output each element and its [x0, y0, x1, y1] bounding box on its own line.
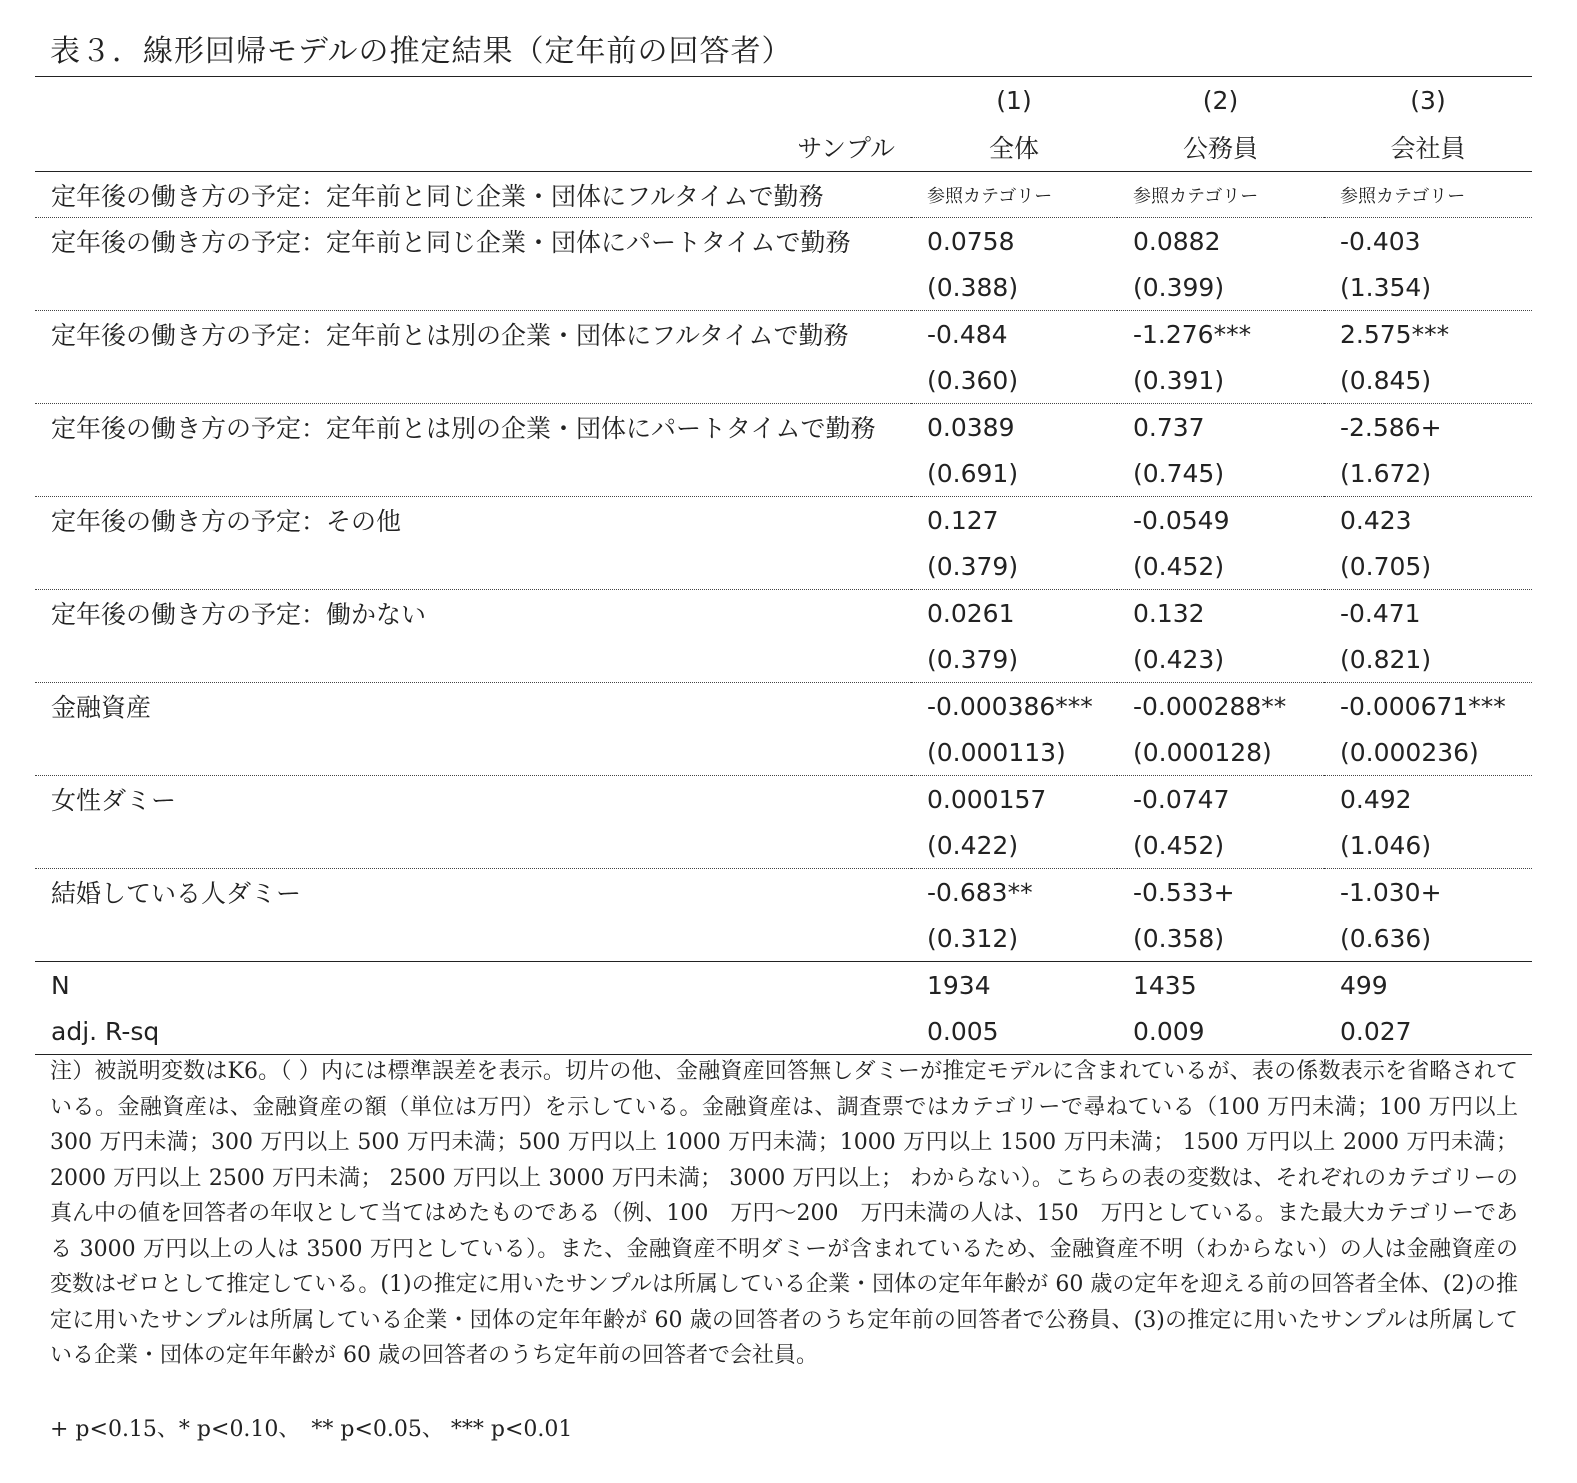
- stat-cell: 1435: [1117, 962, 1324, 1009]
- row-label: 定年後の働き方の予定：定年前と同じ企業・団体にパートタイムで勤務: [35, 218, 911, 265]
- row-label-spacer: [35, 636, 911, 683]
- coef-row: [35, 683, 1532, 730]
- regression-table: [35, 76, 1532, 1055]
- row-label: 定年後の働き方の予定：その他: [35, 497, 911, 544]
- significance-legend: + p<0.15、* p<0.10、 ** p<0.05、 *** p<0.01: [50, 1417, 573, 1442]
- se-row: [35, 450, 1532, 497]
- se-cell: (0.358): [1133, 923, 1225, 953]
- coef-row: [35, 590, 1532, 637]
- coef-row: [35, 311, 1532, 358]
- coef-cell: -0.471: [1324, 590, 1532, 637]
- row-label-spacer: [35, 357, 911, 404]
- se-cell: (1.354): [1340, 272, 1432, 302]
- stat-cell: 1934: [911, 962, 1117, 1009]
- column-name-3: 会社員: [1390, 134, 1466, 163]
- coef-cell: 0.423: [1324, 497, 1532, 544]
- se-row: [35, 822, 1532, 869]
- row-label-spacer: [35, 450, 911, 497]
- column-number-3: (3): [1324, 77, 1532, 124]
- se-cell: (0.745): [1133, 458, 1225, 488]
- sample-label: サンプル: [797, 134, 895, 163]
- coef-cell: 0.737: [1117, 404, 1324, 451]
- se-row: [35, 264, 1532, 311]
- row-label: 金融資産: [35, 683, 911, 730]
- coef-row: [35, 776, 1532, 823]
- coef-cell: 0.132: [1117, 590, 1324, 637]
- se-row: [35, 636, 1532, 683]
- se-cell: (1.672): [1340, 458, 1432, 488]
- row-label: 定年後の働き方の予定：定年前とは別の企業・団体にパートタイムで勤務: [35, 404, 911, 451]
- se-cell: (0.636): [1340, 923, 1432, 953]
- se-row: [35, 543, 1532, 590]
- se-cell: (0.691): [927, 458, 1019, 488]
- se-row: [35, 729, 1532, 776]
- column-name-1: 全体: [988, 134, 1039, 163]
- se-cell: (0.379): [927, 644, 1019, 674]
- column-number-2: (2): [1117, 77, 1324, 124]
- se-row: [35, 357, 1532, 404]
- se-cell: (0.000128): [1133, 737, 1272, 767]
- table-note: 注）被説明変数はK6。（ ）内には標準誤差を表示。切片の他、金融資産回答無しダミーが推定モデルに含まれているが、表の係数表示を省略されている。金融資産は、金融資産の額（単位は万円）を示している。金融資産は、調査票ではカテゴリーで尋ねている（100 万円未満；100 万円以上 300 万円未満；300 万円以上 500 万円未満；500 万円以上 1000 万円未満；1000 万円以上 1500 万円未満； 1500 万円以上 2000 万円未満； 2000 万円以上 2500 万円未満； 2500 万円以上 3000 万円未満； 3000 万円以上； わからない）。こちらの表の変数は、それぞれのカテゴリーの真ん中の値を回答者の年収として当てはめたものである（例、100 万円～200 万円未満の人は、150 万円としている。また最大カテゴリーである 3000 万円以上の人は 3500 万円としている）。また、金融資産不明ダミーが含まれているため、金融資産不明（わからない）の人は金融資産の変数はゼロとして推定している。(1)の推定に用いたサンプルは所属している企業・団体の定年年齢が 60 歳の定年を迎える前の回答者全体、(2)の推定に用いたサンプルは所属している企業・団体の定年年齢が 60 歳の回答者のうち定年前の回答者で公務員、(3)の推定に用いたサンプルは所属している企業・団体の定年年齢が 60 歳の回答者のうち定年前の回答者で会社員。: [50, 1059, 1518, 1368]
- se-cell: (0.452): [1133, 830, 1225, 860]
- coef-cell: 0.492: [1324, 776, 1532, 823]
- se-cell: (0.391): [1133, 365, 1225, 395]
- se-cell: (0.452): [1133, 551, 1225, 581]
- row-label-spacer: [35, 729, 911, 776]
- reference-cell: 参照カテゴリー: [911, 172, 1117, 218]
- coef-cell: -0.0747: [1117, 776, 1324, 823]
- coef-cell: -2.586+: [1324, 404, 1532, 451]
- stat-cell: 0.009: [1117, 1008, 1324, 1055]
- stat-row: [35, 1008, 1532, 1055]
- coef-cell: -0.533+: [1117, 869, 1324, 916]
- coef-cell: -0.000386***: [911, 683, 1117, 730]
- stat-cell: 499: [1324, 962, 1532, 1009]
- row-label: 定年後の働き方の予定：定年前と同じ企業・団体にフルタイムで勤務: [35, 172, 911, 218]
- stat-label: adj. R-sq: [35, 1008, 911, 1055]
- header-row-numbers: [35, 77, 1532, 124]
- header-row-names: [35, 123, 1532, 172]
- coef-cell: -0.000288**: [1117, 683, 1324, 730]
- se-cell: (0.821): [1340, 644, 1432, 674]
- stat-cell: 0.005: [911, 1008, 1117, 1055]
- coef-cell: -0.403: [1324, 218, 1532, 265]
- coef-row: [35, 869, 1532, 916]
- coef-cell: 0.000157: [911, 776, 1117, 823]
- coef-cell: -0.683**: [911, 869, 1117, 916]
- row-label-spacer: [35, 915, 911, 962]
- se-cell: (0.399): [1133, 272, 1225, 302]
- reference-cell: 参照カテゴリー: [1324, 172, 1532, 218]
- coef-cell: 0.127: [911, 497, 1117, 544]
- stat-row: [35, 962, 1532, 1009]
- row-label-spacer: [35, 264, 911, 311]
- coef-row: [35, 218, 1532, 265]
- coef-cell: -0.000671***: [1324, 683, 1532, 730]
- se-row: [35, 915, 1532, 962]
- se-cell: (0.312): [927, 923, 1019, 953]
- coef-cell: 0.0758: [911, 218, 1117, 265]
- se-cell: (0.379): [927, 551, 1019, 581]
- row-label: 定年後の働き方の予定：働かない: [35, 590, 911, 637]
- se-cell: (0.360): [927, 365, 1019, 395]
- coef-row: [35, 497, 1532, 544]
- se-cell: (0.845): [1340, 365, 1432, 395]
- se-cell: (0.388): [927, 272, 1019, 302]
- se-cell: (0.422): [927, 830, 1019, 860]
- coef-cell: 0.0882: [1117, 218, 1324, 265]
- coef-cell: 2.575***: [1324, 311, 1532, 358]
- se-cell: (1.046): [1340, 830, 1432, 860]
- coef-row: [35, 404, 1532, 451]
- coef-cell: -1.276***: [1117, 311, 1324, 358]
- se-cell: (0.423): [1133, 644, 1225, 674]
- coef-cell: -0.484: [911, 311, 1117, 358]
- coef-cell: -0.0549: [1117, 497, 1324, 544]
- reference-cell: 参照カテゴリー: [1117, 172, 1324, 218]
- stat-cell: 0.027: [1324, 1008, 1532, 1055]
- row-label-spacer: [35, 543, 911, 590]
- reference-row: [35, 172, 1532, 218]
- column-number-1: (1): [911, 77, 1117, 124]
- column-name-2: 公務員: [1182, 134, 1258, 163]
- stat-label: N: [35, 962, 911, 1009]
- table-title: 表３．線形回帰モデルの推定結果（定年前の回答者）: [50, 34, 793, 69]
- se-cell: (0.705): [1340, 551, 1432, 581]
- coef-cell: 0.0389: [911, 404, 1117, 451]
- row-label: 定年後の働き方の予定：定年前とは別の企業・団体にフルタイムで勤務: [35, 311, 911, 358]
- coef-cell: 0.0261: [911, 590, 1117, 637]
- se-cell: (0.000236): [1340, 737, 1479, 767]
- row-label-spacer: [35, 822, 911, 869]
- se-cell: (0.000113): [927, 737, 1066, 767]
- row-label: 女性ダミー: [35, 776, 911, 823]
- row-label: 結婚している人ダミー: [35, 869, 911, 916]
- coef-cell: -1.030+: [1324, 869, 1532, 916]
